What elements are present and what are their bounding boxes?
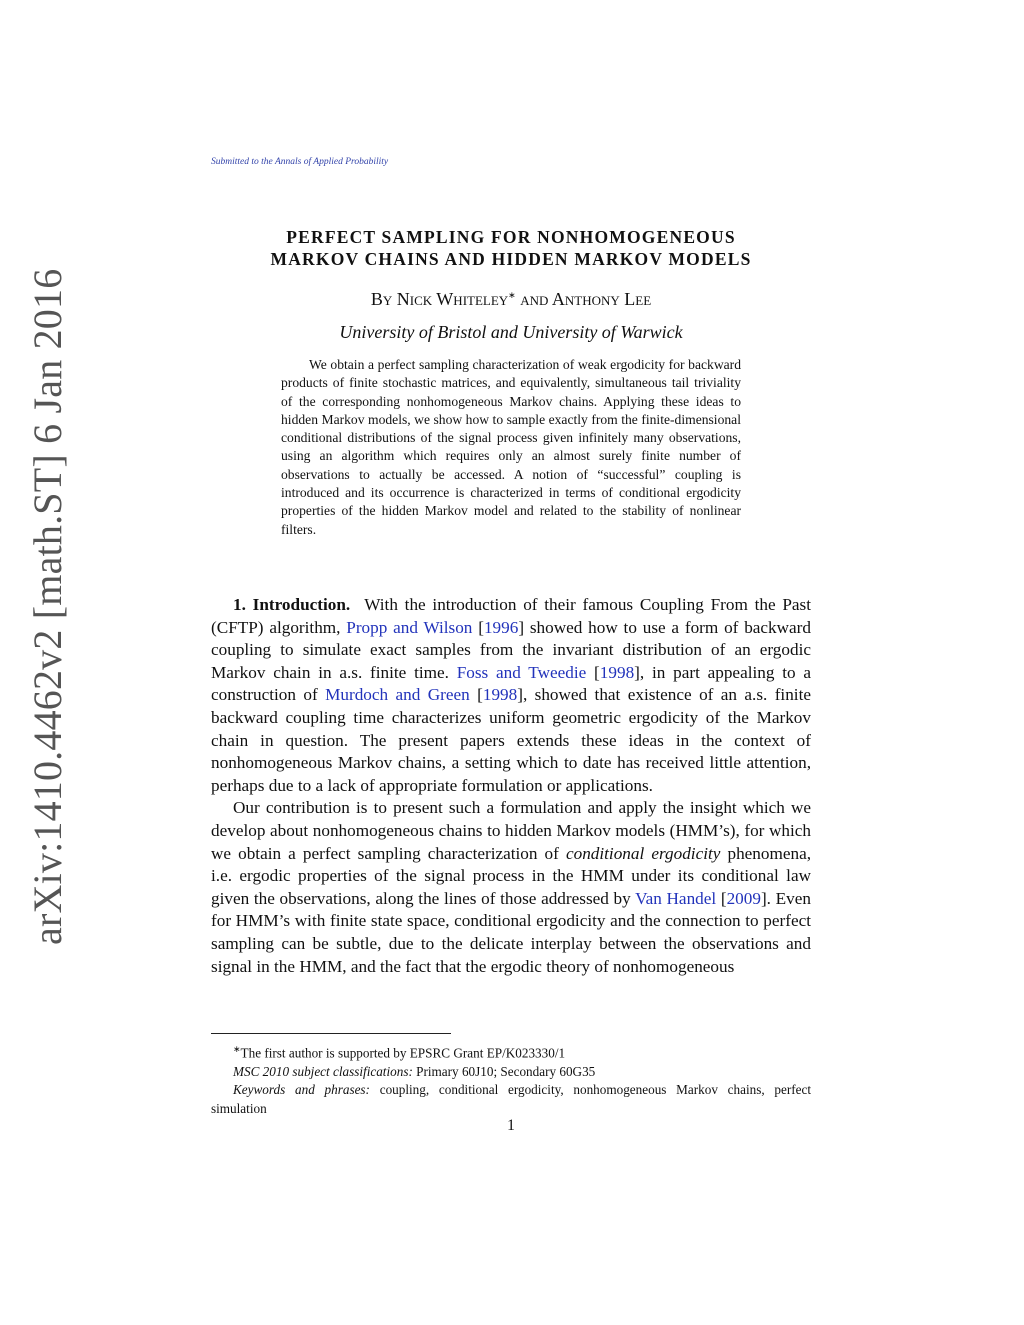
paragraph — [211, 797, 811, 978]
footnote-divider — [211, 1033, 451, 1034]
title-line-2: MARKOV CHAINS AND HIDDEN MARKOV MODELS — [270, 249, 752, 269]
page-number: 1 — [507, 1117, 515, 1134]
citation-year-link[interactable]: 2009 — [726, 888, 761, 908]
paragraph — [211, 594, 811, 797]
citation-link[interactable]: Murdoch and Green — [325, 685, 470, 705]
text-run: ], in part appealing to a construction of — [211, 662, 811, 705]
citation-year-link[interactable]: 1998 — [599, 662, 635, 682]
citation-link[interactable]: Van Handel — [635, 888, 717, 908]
author-name: Nick Whiteley — [396, 289, 509, 309]
section-introduction — [211, 594, 811, 978]
msc-text: Primary 60J10; Secondary 60G35 — [412, 1063, 596, 1079]
msc-label: MSC 2010 subject classifications: — [233, 1063, 413, 1079]
citation-year-link[interactable]: 1996 — [483, 617, 519, 637]
abstract: We obtain a perfect sampling characterization of weak ergodicity for backward products of finite stochastic matrices, and equivalently, simultaneous tail triviality of the corresponding nonhomogeneous Markov chains. Applying these ideas to hidden Markov models, we show how to sample exactly from the finite-dimensional conditional distributions of the signal process given infinitely many observations, using an algorithm which requires only an almost surely finite number of observations to actually be accessed. A notion of “successful” coupling is introduced and its occurrence is characterized in terms of conditional ergodicity properties of the hidden Markov model and related to the stability of nonlinear filters. — [281, 357, 741, 537]
paper-title — [211, 226, 811, 270]
keywords-label: Keywords and phrases: — [233, 1082, 370, 1098]
submission-note: Submitted to the Annals of Applied Probability — [211, 157, 389, 167]
text-run: [ — [472, 617, 484, 637]
text-run: ] showed how to use a form of backward coupling to simulate exact samples from the invariant distribution of an ergodic Markov chain in a.s. finite time. — [211, 617, 811, 682]
footnote-keywords — [211, 1081, 811, 1118]
text-run: ], showed that existence of an a.s. finite backward coupling time characterizes uniform geometric ergodicity of the Markov chain in question. The present papers extends these ideas in the context of nonhomogeneous Markov chains, a setting which to date has received little attention, perhaps due to a lack of appropriate formulation or applications. — [211, 685, 811, 795]
text-run: [ — [469, 685, 483, 705]
footnotes — [211, 1040, 811, 1118]
footnote-marker: ∗ — [233, 1044, 241, 1054]
and-label: and — [515, 289, 552, 309]
affiliation: University of Bristol and University of Warwick — [339, 322, 683, 342]
author-name: Anthony Lee — [551, 289, 652, 309]
citation-link[interactable]: Propp and Wilson — [346, 617, 473, 637]
title-line-1: PERFECT SAMPLING FOR NONHOMOGENEOUS — [286, 227, 736, 247]
text-run: Our contribution is to present such a formulation and apply the insight which we develop about nonhomogeneous chains to hidden Markov models (HMM’s), for which we obtain a perfect sampling characterization of — [211, 798, 811, 863]
text-run: ]. Even for HMM’s with finite state space, conditional ergodicity and the connection to perfect sampling can be subtle, due to the delicate interplay between the observations and signal in the HMM, and the fact that the ergodic theory of nonhomogeneous — [211, 888, 811, 976]
emphasis: conditional ergodicity — [565, 843, 721, 863]
arxiv-identifier-stamp: arXiv:1410.4462v2 [math.ST] 6 Jan 2016 — [25, 268, 70, 945]
author-line — [211, 289, 811, 310]
citation-link[interactable]: Foss and Tweedie — [456, 662, 587, 682]
footnote-marker: ∗ — [508, 290, 516, 300]
text-run: [ — [716, 888, 727, 908]
by-label: By — [370, 289, 397, 309]
text-run: [ — [586, 662, 600, 682]
keywords-text: coupling, conditional ergodicity, nonhomogeneous Markov chains, perfect simulation — [211, 1082, 811, 1116]
footnote-text: The first author is supported by EPSRC Grant EP/K023330/1 — [240, 1045, 566, 1061]
text-run: phenomena, i.e. ergodic properties of the signal process in the HMM under its conditional law given the observations, along the lines of those addressed by — [211, 843, 811, 908]
citation-year-link[interactable]: 1998 — [482, 685, 518, 705]
text-run: With the introduction of their famous Coupling From the Past (CFTP) algorithm, — [211, 595, 812, 637]
footnote-msc — [211, 1063, 811, 1082]
section-heading: 1. Introduction. — [233, 595, 351, 614]
footnote-funding — [211, 1040, 811, 1063]
